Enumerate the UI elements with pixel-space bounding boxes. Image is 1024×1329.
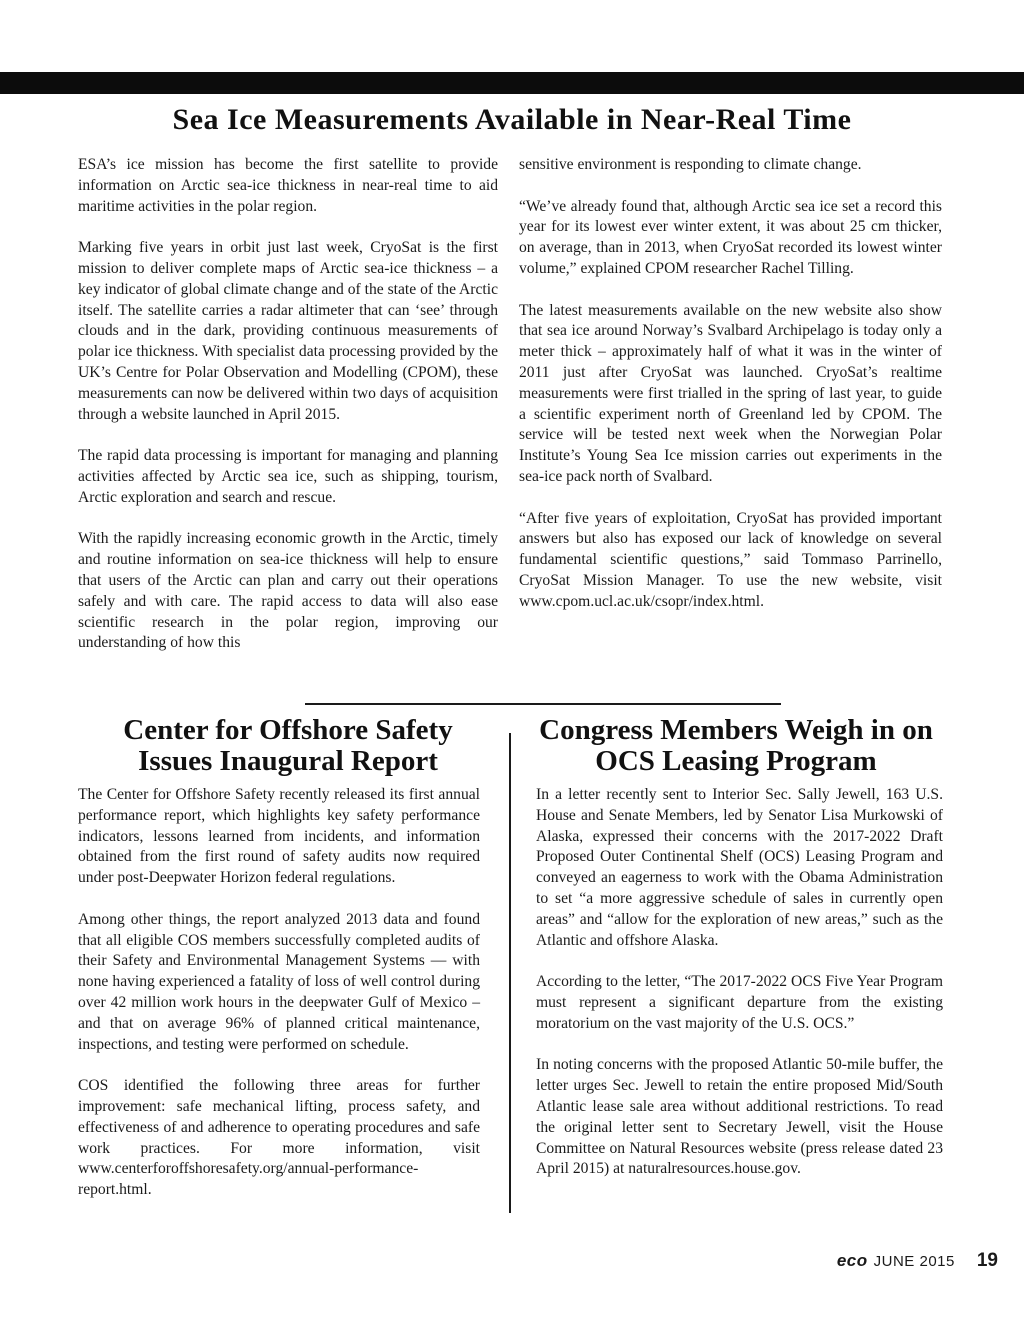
paragraph: In noting concerns with the proposed Atlantic 50-mile buffer, the letter urges Sec. Jewell to retain the entire proposed Mid/South Atlantic lease sale area without additional restrictions. To read the original letter sent to Secretary Jewell, visit the House Committee on Natural Resources website (press release dated 23 April 2015) at naturalresources.house.gov.: [536, 1056, 943, 1178]
title-line: Issues Inaugural Report: [138, 745, 438, 777]
left-article-body: [78, 785, 480, 1201]
paragraph: “We’ve already found that, although Arctic sea ice set a record this year for its lowest ever winter extent, it was about 25 cm thicker, on average, than in 2013, when CryoSat recorded its lowest winter volume,” explained CPOM researcher Rachel Tilling.: [519, 197, 942, 277]
paragraph: ESA’s ice mission has become the first satellite to provide information on Arctic sea-ice thickness in near-real time to aid maritime activities in the polar region.: [78, 156, 498, 215]
header-bar: [0, 72, 1024, 94]
main-article-title: Sea Ice Measurements Available in Near-Real Time: [172, 103, 852, 136]
left-article-title: [78, 715, 498, 777]
paragraph: The Center for Offshore Safety recently released its first annual performance report, which highlights key safety performance indicators, lessons learned from incidents, and information obtained from the first round of safety audits now required under post-Deepwater Horizon federal regulations.: [78, 786, 480, 887]
paragraph: Marking five years in orbit just last week, CryoSat is the first mission to deliver complete maps of Arctic sea-ice thickness – a key indicator of global climate change and of the state of the Arctic itself. The satellite carries a radar altimeter that can ‘see’ through clouds and in the dark, providing continuous measurements of polar ice thickness. With specialist data processing provided by the UK’s Centre for Polar Observation and Modelling (CPOM), these measurements can now be delivered within two days of acquisition through a website launched in April 2015.: [78, 239, 499, 423]
paragraph: In a letter recently sent to Interior Sec. Sally Jewell, 163 U.S. House and Senate Members, led by Senator Lisa Murkowski of Alaska, expressed their concerns with the 2017-2022 Draft Proposed Outer Continental Shelf (OCS) Leasing Program and conveyed an eagerness to work with the Obama Administration to set “a more aggressive schedule of sales in currently open areas” and “allow for the exploration of new areas,” such as the Atlantic and offshore Alaska.: [536, 786, 943, 949]
right-article-title: [518, 715, 954, 777]
paragraph: Among other things, the report analyzed 2013 data and found that all eligible COS members successfully completed audits of their Safety and Environmental Management Systems — with none having experienced a fatality of loss of well control during over 42 million work hours in the deepwater Gulf of Mexico – and that on average 96% of planned critical maintenance, inspections, and testing were performed on schedule.: [78, 910, 480, 1053]
magazine-brand: eco: [836, 1251, 868, 1270]
title-line: OCS Leasing Program: [595, 745, 877, 777]
right-article-body: [536, 785, 943, 1180]
column-divider: [509, 733, 511, 1213]
title-line: Congress Members Weigh in on: [539, 714, 933, 746]
page-number: 19: [976, 1250, 998, 1271]
paragraph: “After five years of exploitation, CryoSat has provided important answers but also has exposed our lack of knowledge on several fundamental scientific questions,” said Tommaso Parrinello, CryoSat Mission Manager. To use the new website, visit www.cpom.ucl.ac.uk/csopr/index.html.: [519, 509, 942, 610]
paragraph: sensitive environment is responding to climate change.: [519, 156, 862, 173]
paragraph: The latest measurements available on the new website also show that sea ice around Norway’s Svalbard Archipelago is today only a meter thick – approximately half of what it was in the winter of 2011 just after CryoSat was launched. CryoSat’s realtime measurements were first trialled in the spring of last year, to guide a scientific experiment north of Greenland led by CPOM. The service will be tested next week when the Norwegian Polar Institute’s Young Sea Ice mission carries out experiments in the sea-ice pack north of Svalbard.: [519, 301, 942, 485]
title-line: Center for Offshore Safety: [123, 714, 453, 746]
main-article-column-1: [78, 155, 498, 654]
section-divider: [305, 703, 781, 705]
paragraph: The rapid data processing is important for managing and planning activities affected by Arctic sea ice, such as shipping, tourism, Arctic exploration and search and rescue.: [78, 447, 498, 506]
page-footer: [837, 1250, 998, 1274]
paragraph: COS identified the following three areas for further improvement: safe mechanical lifting, process safety, and effectiveness of and adherence to operating procedures and safe work practices. For more information, visit www.centerforoffshoresafety.org/annual-performance-report.html.: [78, 1077, 480, 1199]
paragraph: According to the letter, “The 2017-2022 OCS Five Year Program must represent a significant departure from the existing moratorium on the vast majority of the U.S. OCS.”: [536, 973, 943, 1032]
issue-date: JUNE 2015: [873, 1253, 955, 1270]
main-article-column-2: [519, 155, 942, 613]
paragraph: With the rapidly increasing economic growth in the Arctic, timely and routine information on sea-ice thickness will help to ensure that users of the Arctic can plan and carry out their operations safely and with care. The rapid access to data will also ease scientific research in the polar region, improving our understanding of how this: [78, 530, 498, 652]
